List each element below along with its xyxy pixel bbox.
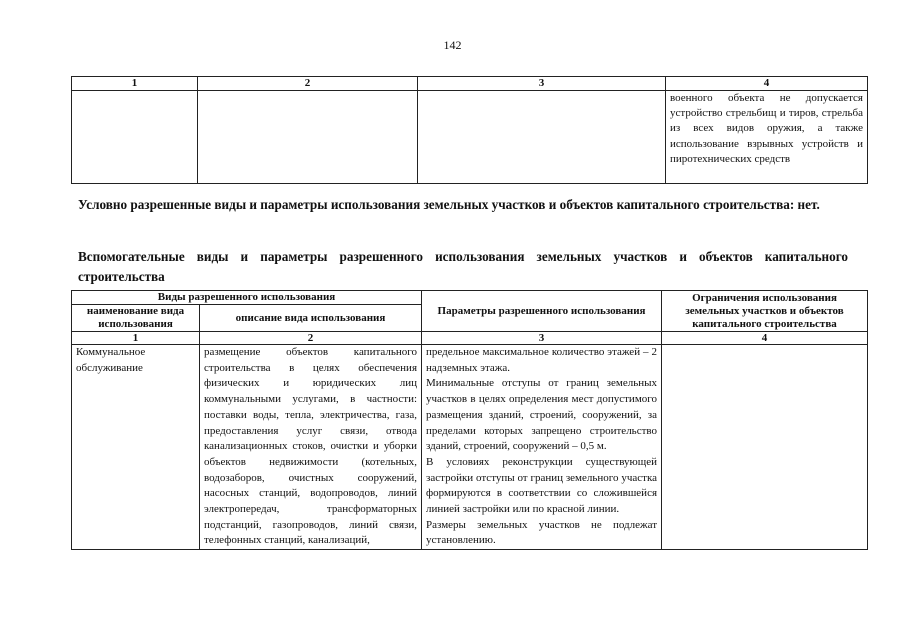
column-number: 4 xyxy=(662,332,868,345)
page-number: 142 xyxy=(443,38,462,52)
use-parameters xyxy=(422,345,662,550)
parameters-header: Параметры разрешенного использования xyxy=(422,291,662,332)
use-name: Коммунальное обслуживание xyxy=(72,345,200,550)
table-row xyxy=(72,345,868,550)
use-restrictions xyxy=(662,345,868,550)
restriction-text: военного объекта не допускается устройство стрельбищ и тиров, стрельба из всех видов оружия, а также использование взрывных устройств и пиротехнических средств xyxy=(666,91,868,184)
parameter-floors: предельное максимальное количество этажей – 2 надземных этажа. xyxy=(426,346,658,374)
column-number-row xyxy=(72,77,868,91)
auxiliary-uses-table xyxy=(71,290,868,550)
table-cell xyxy=(198,91,418,184)
group-title: Виды разрешенного использования xyxy=(72,291,422,305)
column-number: 3 xyxy=(418,77,666,91)
table-continuation xyxy=(71,76,868,184)
table-row xyxy=(72,91,868,184)
column-number: 1 xyxy=(72,77,198,91)
conditional-uses-heading: Условно разрешенные виды и параметры использования земельных участков и объектов капитального строительства: нет. xyxy=(78,197,820,212)
parameter-plot-size: Размеры земельных участков не подлежат установлению. xyxy=(426,518,658,547)
auxiliary-uses-heading: Вспомогательные виды и параметры разрешенного использования земельных участков и объектов капитального строительства xyxy=(78,249,848,284)
table-cell xyxy=(418,91,666,184)
table-cell xyxy=(72,91,198,184)
column-number: 1 xyxy=(72,332,200,345)
parameter-setbacks: Минимальные отступы от границ земельных участков в целях определения мест допустимого размещения зданий, строений, сооружений, за пределами которых запрещено строительство зданий, строений, сооружений – 0,5 м. xyxy=(426,377,658,453)
table-header-row xyxy=(72,291,868,305)
column-number: 3 xyxy=(422,332,662,345)
use-description: размещение объектов капитального строительства в целях обеспечения физических и юридических лиц коммунальными услугами, в частности: поставки воды, тепла, электричества, газа, предоставления услуг связи, отвода канализационных стоков, очистки и уборки объектов недвижимости (котельных, водозаборов, очистных сооружений, насосных станций, водопроводов, линий электропередач, трансформаторных подстанций, газопроводов, линий связи, телефонных станций, канализаций, xyxy=(200,345,422,550)
name-header: наименование вида использования xyxy=(72,305,200,332)
description-header: описание вида использования xyxy=(200,305,422,332)
restrictions-header: Ограничения использования земельных участков и объектов капитального строительства xyxy=(662,291,868,332)
column-number: 2 xyxy=(200,332,422,345)
parameter-reconstruction: В условиях реконструкции существующей застройки отступы от границ земельного участка формируются в соответствии со сложившейся линией застройки или по красной линии. xyxy=(426,455,658,516)
column-number: 4 xyxy=(666,77,868,91)
column-number: 2 xyxy=(198,77,418,91)
column-number-row xyxy=(72,332,868,345)
